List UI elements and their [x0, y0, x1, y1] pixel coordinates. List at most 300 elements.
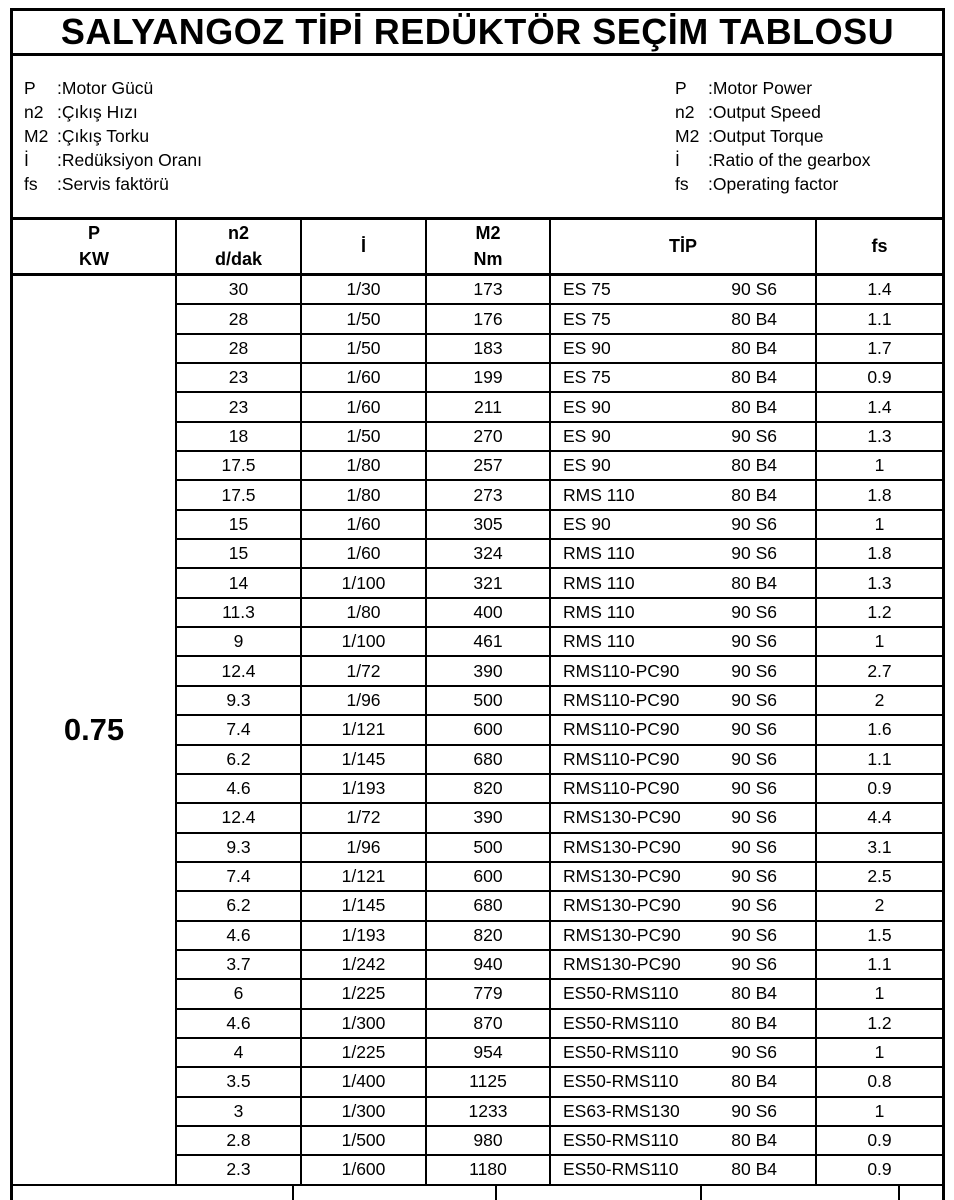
- cell-service-factor: 0.8: [867, 1071, 892, 1092]
- gearbox-type: RMS130-PC90: [563, 807, 681, 828]
- motor-frame: 80 B4: [731, 1012, 777, 1033]
- table-row: [177, 452, 942, 481]
- motor-frame: 80 B4: [731, 1071, 777, 1092]
- legend-definition: :Motor Gücü: [57, 78, 154, 98]
- cell-type: [551, 276, 817, 303]
- cell-ratio: 1/300: [302, 1098, 427, 1125]
- cell-output-speed: 11.3: [177, 599, 302, 626]
- cell-service-factor: 1.7: [867, 337, 892, 358]
- gearbox-type: ES50-RMS110: [563, 1159, 679, 1180]
- cell-service-factor: 0.9: [867, 778, 892, 799]
- table-row: [177, 335, 942, 364]
- title-bar: [13, 11, 942, 56]
- table-row: [177, 1068, 942, 1097]
- cell-output-speed: 7.4: [177, 716, 302, 743]
- gearbox-type: RMS110-PC90: [563, 660, 680, 681]
- table-row: [177, 1156, 942, 1185]
- cell-torque: 176: [427, 305, 551, 332]
- cell-type: [551, 834, 817, 861]
- cell-type: [551, 687, 817, 714]
- cell-service-factor: 1: [874, 983, 885, 1004]
- table-row: [177, 980, 942, 1009]
- cell-torque: 211: [427, 393, 551, 420]
- table-row: [177, 834, 942, 863]
- legend-item: [675, 100, 870, 124]
- cell-service-factor: 1.4: [867, 279, 892, 300]
- cell-torque: 324: [427, 540, 551, 567]
- gearbox-type: RMS 110: [563, 601, 635, 622]
- cell-type: [551, 892, 817, 919]
- cell-service-factor: 1.3: [867, 425, 892, 446]
- cell-output-speed: 2.8: [177, 1127, 302, 1154]
- table-row: [177, 804, 942, 833]
- catalog-page: [10, 8, 945, 1200]
- cell-type: [551, 452, 817, 479]
- column-header-type: TİP: [551, 220, 817, 273]
- motor-frame: 90 S6: [731, 719, 777, 740]
- cell-output-speed: 14: [177, 569, 302, 596]
- cell-ratio: 1/30: [302, 276, 427, 303]
- cell-output-speed: 4.6: [177, 775, 302, 802]
- cell-type: [551, 1098, 817, 1125]
- cell-ratio: 1/225: [302, 1039, 427, 1066]
- legend-term: P: [675, 78, 687, 98]
- cell-output-speed: 6.2: [177, 746, 302, 773]
- motor-frame: 80 B4: [731, 396, 777, 417]
- gearbox-type: ES50-RMS110: [563, 1130, 679, 1151]
- cell-ratio: 1/96: [302, 834, 427, 861]
- column-header-power: P KW: [13, 220, 177, 273]
- cell-output-speed: 17.5: [177, 481, 302, 508]
- cell-service-factor: 1.6: [867, 719, 892, 740]
- cell-type: [551, 746, 817, 773]
- column-header-torque: M2 Nm: [427, 220, 551, 273]
- legend-definition: :Output Speed: [708, 102, 821, 122]
- table-row: [177, 305, 942, 334]
- cell-service-factor: 1.1: [867, 954, 892, 975]
- motor-frame: 90 S6: [731, 807, 777, 828]
- table-header-row: [13, 220, 942, 276]
- gearbox-type: ES50-RMS110: [563, 1042, 679, 1063]
- gearbox-type: RMS110-PC90: [563, 748, 680, 769]
- table-row: [177, 423, 942, 452]
- cell-service-factor: 1: [874, 631, 885, 652]
- cell-service-factor: 3.1: [867, 836, 892, 857]
- gearbox-type: ES 75: [563, 279, 611, 300]
- gearbox-type: ES 75: [563, 308, 611, 329]
- motor-frame: 90 S6: [731, 778, 777, 799]
- motor-frame: 80 B4: [731, 484, 777, 505]
- cell-ratio: 1/80: [302, 599, 427, 626]
- cell-output-speed: 6: [177, 980, 302, 1007]
- table-row: [177, 657, 942, 686]
- cell-output-speed: 4.6: [177, 922, 302, 949]
- motor-frame: 80 B4: [731, 983, 777, 1004]
- cell-service-factor: 1.3: [867, 572, 892, 593]
- cell-service-factor: 2.7: [867, 660, 892, 681]
- cell-torque: 390: [427, 804, 551, 831]
- motor-frame: 90 S6: [731, 513, 777, 534]
- cell-type: [551, 775, 817, 802]
- table-row: [177, 393, 942, 422]
- legend-item: [675, 148, 870, 172]
- legend-term: n2: [24, 102, 44, 122]
- cell-output-speed: 3.5: [177, 1068, 302, 1095]
- motor-frame: 80 B4: [731, 572, 777, 593]
- cell-ratio: 1/145: [302, 892, 427, 919]
- legend-term: M2: [24, 126, 49, 146]
- motor-frame: 90 S6: [731, 954, 777, 975]
- motor-frame: 80 B4: [731, 1130, 777, 1151]
- gearbox-type: ES50-RMS110: [563, 983, 679, 1004]
- cell-output-speed: 4: [177, 1039, 302, 1066]
- cell-torque: 980: [427, 1127, 551, 1154]
- cell-ratio: 1/72: [302, 657, 427, 684]
- gearbox-type: RMS110-PC90: [563, 719, 680, 740]
- cell-ratio: 1/80: [302, 452, 427, 479]
- legend-item: [675, 76, 870, 100]
- cell-torque: 680: [427, 892, 551, 919]
- legend-section: [13, 56, 942, 220]
- legend-definition: :Çıkış Torku: [57, 126, 150, 146]
- column-header-ratio: İ: [302, 220, 427, 273]
- power-merged-cell: [13, 276, 177, 1186]
- cell-service-factor: 1: [874, 1042, 885, 1063]
- legend-term: fs: [24, 174, 38, 194]
- gearbox-type: RMS130-PC90: [563, 836, 681, 857]
- gearbox-type: ES50-RMS110: [563, 1071, 679, 1092]
- cell-ratio: 1/60: [302, 540, 427, 567]
- cell-output-speed: 18: [177, 423, 302, 450]
- gearbox-type: ES 90: [563, 425, 611, 446]
- cell-ratio: 1/500: [302, 1127, 427, 1154]
- motor-frame: 90 S6: [731, 279, 777, 300]
- cell-torque: 273: [427, 481, 551, 508]
- cell-type: [551, 980, 817, 1007]
- table-row: [177, 922, 942, 951]
- table-row: [177, 569, 942, 598]
- gearbox-type: RMS110-PC90: [563, 689, 680, 710]
- cell-torque: 600: [427, 716, 551, 743]
- legend-term: fs: [675, 174, 689, 194]
- table-row: [177, 687, 942, 716]
- cell-service-factor: 1: [874, 513, 885, 534]
- cell-type: [551, 335, 817, 362]
- cell-type: [551, 1010, 817, 1037]
- cell-type: [551, 481, 817, 508]
- cell-service-factor: 1.5: [867, 924, 892, 945]
- table-row: [177, 951, 942, 980]
- legend-term: İ: [24, 150, 29, 170]
- cell-torque: 500: [427, 834, 551, 861]
- cell-output-speed: 15: [177, 540, 302, 567]
- table-row: [177, 1127, 942, 1156]
- motor-frame: 80 B4: [731, 455, 777, 476]
- motor-frame: 90 S6: [731, 1042, 777, 1063]
- cell-ratio: 1/121: [302, 863, 427, 890]
- legend-item: [24, 148, 202, 172]
- gearbox-type: RMS130-PC90: [563, 954, 681, 975]
- gearbox-type: ES 75: [563, 367, 611, 388]
- cell-type: [551, 804, 817, 831]
- cell-type: [551, 423, 817, 450]
- cell-torque: 400: [427, 599, 551, 626]
- table-row: [177, 1010, 942, 1039]
- legend-term: n2: [675, 102, 695, 122]
- cell-ratio: 1/60: [302, 393, 427, 420]
- cell-torque: 461: [427, 628, 551, 655]
- column-header-service-factor: fs: [871, 236, 888, 256]
- cell-service-factor: 1.8: [867, 543, 892, 564]
- power-value: 0.75: [63, 712, 125, 747]
- gearbox-type: RMS130-PC90: [563, 866, 681, 887]
- gearbox-type: ES 90: [563, 513, 611, 534]
- motor-frame: 90 S6: [731, 866, 777, 887]
- gearbox-type: RMS 110: [563, 543, 635, 564]
- gearbox-type: RMS 110: [563, 572, 635, 593]
- table-row: [177, 511, 942, 540]
- cell-ratio: 1/121: [302, 716, 427, 743]
- motor-frame: 90 S6: [731, 1100, 777, 1121]
- cell-service-factor: 1.8: [867, 484, 892, 505]
- cell-ratio: 1/242: [302, 951, 427, 978]
- cell-service-factor: 1: [874, 455, 885, 476]
- table-row: [177, 628, 942, 657]
- cell-output-speed: 2.3: [177, 1156, 302, 1183]
- cell-output-speed: 9: [177, 628, 302, 655]
- cell-type: [551, 628, 817, 655]
- cell-output-speed: 9.3: [177, 834, 302, 861]
- cell-output-speed: 9.3: [177, 687, 302, 714]
- cell-torque: 779: [427, 980, 551, 1007]
- cell-ratio: 1/80: [302, 481, 427, 508]
- gearbox-type: ES 90: [563, 455, 611, 476]
- gearbox-type: RMS130-PC90: [563, 924, 681, 945]
- cell-torque: 870: [427, 1010, 551, 1037]
- table-row: [177, 1098, 942, 1127]
- cell-type: [551, 922, 817, 949]
- table-row: [177, 892, 942, 921]
- cell-service-factor: 2: [874, 689, 885, 710]
- legend-item: [24, 124, 202, 148]
- cell-service-factor: 0.9: [867, 367, 892, 388]
- cell-torque: 183: [427, 335, 551, 362]
- cell-service-factor: 0.9: [867, 1130, 892, 1151]
- motor-frame: 90 S6: [731, 601, 777, 622]
- table-row: [177, 716, 942, 745]
- cell-output-speed: 23: [177, 364, 302, 391]
- cell-ratio: 1/50: [302, 305, 427, 332]
- column-header-output-speed: n2 d/dak: [177, 220, 302, 273]
- cell-output-speed: 15: [177, 511, 302, 538]
- cell-service-factor: 1.1: [867, 308, 892, 329]
- cell-type: [551, 569, 817, 596]
- gearbox-type: RMS110-PC90: [563, 778, 680, 799]
- cell-ratio: 1/600: [302, 1156, 427, 1183]
- cell-type: [551, 716, 817, 743]
- cell-type: [551, 657, 817, 684]
- cell-ratio: 1/100: [302, 569, 427, 596]
- gearbox-type: RMS 110: [563, 484, 635, 505]
- cell-service-factor: 4.4: [867, 807, 892, 828]
- gearbox-type: ES 90: [563, 337, 611, 358]
- cell-ratio: 1/193: [302, 922, 427, 949]
- cell-torque: 270: [427, 423, 551, 450]
- motor-frame: 90 S6: [731, 689, 777, 710]
- cell-type: [551, 393, 817, 420]
- cell-torque: 321: [427, 569, 551, 596]
- cell-ratio: 1/60: [302, 511, 427, 538]
- cell-type: [551, 863, 817, 890]
- cell-output-speed: 17.5: [177, 452, 302, 479]
- legend-item: [675, 172, 870, 196]
- cell-service-factor: 1.2: [867, 1012, 892, 1033]
- motor-frame: 90 S6: [731, 748, 777, 769]
- cell-service-factor: 2: [874, 895, 885, 916]
- grid-line: [898, 1186, 900, 1200]
- motor-frame: 90 S6: [731, 425, 777, 446]
- cell-ratio: 1/72: [302, 804, 427, 831]
- table-row: [177, 364, 942, 393]
- cell-type: [551, 1039, 817, 1066]
- table-row: [177, 863, 942, 892]
- next-section-cutoff: [13, 1186, 942, 1200]
- motor-frame: 80 B4: [731, 308, 777, 329]
- cell-torque: 600: [427, 863, 551, 890]
- cell-ratio: 1/50: [302, 423, 427, 450]
- table-row: [177, 1039, 942, 1068]
- gearbox-type: RMS 110: [563, 631, 635, 652]
- cell-ratio: 1/60: [302, 364, 427, 391]
- cell-output-speed: 3.7: [177, 951, 302, 978]
- cell-type: [551, 540, 817, 567]
- grid-line: [495, 1186, 497, 1200]
- motor-frame: 90 S6: [731, 836, 777, 857]
- table-row: [177, 276, 942, 305]
- cell-type: [551, 305, 817, 332]
- cell-type: [551, 1068, 817, 1095]
- cell-ratio: 1/50: [302, 335, 427, 362]
- cell-output-speed: 30: [177, 276, 302, 303]
- cell-service-factor: 1.4: [867, 396, 892, 417]
- legend-term: İ: [675, 150, 680, 170]
- gearbox-type: RMS130-PC90: [563, 895, 681, 916]
- legend-term: M2: [675, 126, 700, 146]
- table-row: [177, 775, 942, 804]
- cell-torque: 199: [427, 364, 551, 391]
- motor-frame: 90 S6: [731, 631, 777, 652]
- cell-service-factor: 0.9: [867, 1159, 892, 1180]
- table-rows: [177, 276, 942, 1186]
- cell-type: [551, 364, 817, 391]
- cell-service-factor: 1.1: [867, 748, 892, 769]
- legend-item: [24, 76, 202, 100]
- grid-line: [292, 1186, 294, 1200]
- legend-definition: :Motor Power: [708, 78, 813, 98]
- cell-torque: 305: [427, 511, 551, 538]
- cell-ratio: 1/300: [302, 1010, 427, 1037]
- gearbox-type: ES50-RMS110: [563, 1012, 679, 1033]
- cell-ratio: 1/400: [302, 1068, 427, 1095]
- cell-output-speed: 3: [177, 1098, 302, 1125]
- table-row: [177, 746, 942, 775]
- motor-frame: 80 B4: [731, 337, 777, 358]
- cell-torque: 1233: [427, 1098, 551, 1125]
- cell-output-speed: 12.4: [177, 657, 302, 684]
- cell-torque: 820: [427, 775, 551, 802]
- cell-ratio: 1/100: [302, 628, 427, 655]
- cell-torque: 954: [427, 1039, 551, 1066]
- cell-ratio: 1/96: [302, 687, 427, 714]
- cell-torque: 500: [427, 687, 551, 714]
- gearbox-type: ES 90: [563, 396, 611, 417]
- legend-definition: :Output Torque: [708, 126, 824, 146]
- cell-type: [551, 1127, 817, 1154]
- legend-definition: :Servis faktörü: [57, 174, 169, 194]
- cell-output-speed: 28: [177, 335, 302, 362]
- motor-frame: 90 S6: [731, 895, 777, 916]
- legend-item: [675, 124, 870, 148]
- motor-frame: 90 S6: [731, 924, 777, 945]
- cell-torque: 257: [427, 452, 551, 479]
- cell-output-speed: 28: [177, 305, 302, 332]
- cell-ratio: 1/193: [302, 775, 427, 802]
- cell-output-speed: 23: [177, 393, 302, 420]
- cell-torque: 390: [427, 657, 551, 684]
- grid-line: [700, 1186, 702, 1200]
- legend-definition: :Çıkış Hızı: [57, 102, 138, 122]
- motor-frame: 80 B4: [731, 367, 777, 388]
- cell-torque: 940: [427, 951, 551, 978]
- cell-output-speed: 12.4: [177, 804, 302, 831]
- cell-type: [551, 1156, 817, 1183]
- cell-ratio: 1/145: [302, 746, 427, 773]
- legend-definition: :Redüksiyon Oranı: [57, 150, 202, 170]
- table-row: [177, 599, 942, 628]
- table-row: [177, 540, 942, 569]
- cell-output-speed: 7.4: [177, 863, 302, 890]
- cell-service-factor: 1.2: [867, 601, 892, 622]
- cell-service-factor: 1: [874, 1100, 885, 1121]
- motor-frame: 90 S6: [731, 543, 777, 564]
- legend-definition: :Ratio of the gearbox: [708, 150, 871, 170]
- legend-definition: :Operating factor: [708, 174, 839, 194]
- table-body: [13, 276, 942, 1186]
- cell-output-speed: 4.6: [177, 1010, 302, 1037]
- cell-type: [551, 511, 817, 538]
- motor-frame: 90 S6: [731, 660, 777, 681]
- gearbox-type: ES63-RMS130: [563, 1100, 680, 1121]
- legend-turkish: [24, 76, 202, 196]
- table-row: [177, 481, 942, 510]
- legend-item: [24, 172, 202, 196]
- cell-ratio: 1/225: [302, 980, 427, 1007]
- cell-torque: 820: [427, 922, 551, 949]
- cell-torque: 1125: [427, 1068, 551, 1095]
- legend-term: P: [24, 78, 36, 98]
- legend-item: [24, 100, 202, 124]
- page-title: SALYANGOZ TİPİ REDÜKTÖR SEÇİM TABLOSU: [60, 11, 895, 52]
- cell-service-factor: 2.5: [867, 866, 892, 887]
- cell-output-speed: 6.2: [177, 892, 302, 919]
- cell-torque: 680: [427, 746, 551, 773]
- cell-type: [551, 599, 817, 626]
- motor-frame: 80 B4: [731, 1159, 777, 1180]
- cell-torque: 1180: [427, 1156, 551, 1183]
- cell-type: [551, 951, 817, 978]
- legend-english: [675, 76, 870, 196]
- cell-torque: 173: [427, 276, 551, 303]
